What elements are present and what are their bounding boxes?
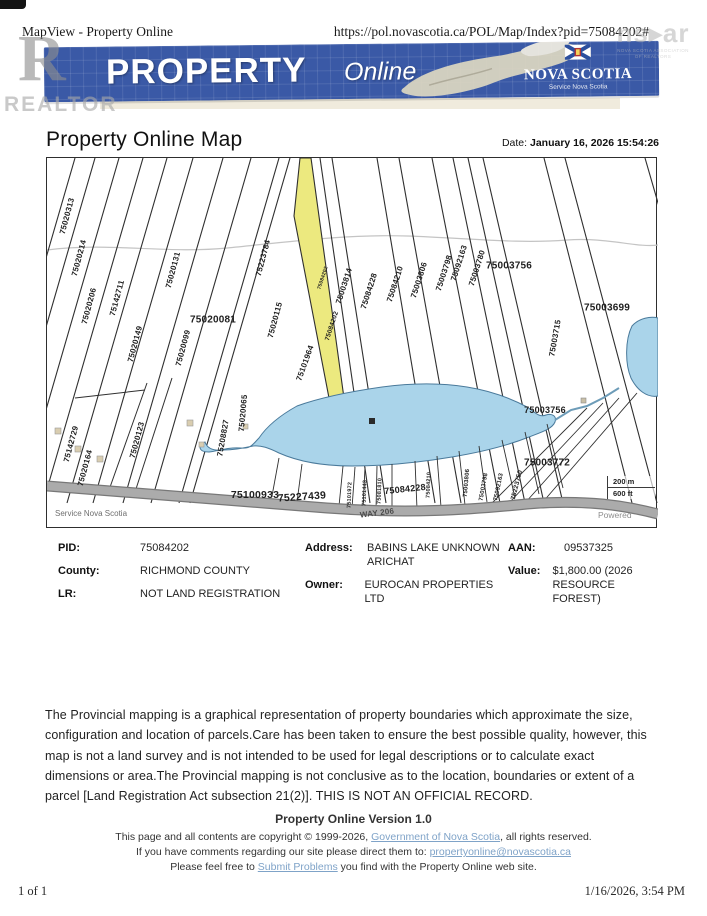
value-value: $1,800.00 (2026 RESOURCE FOREST) bbox=[552, 565, 633, 606]
parcel-label: 75003806 bbox=[462, 468, 472, 498]
parcel-label: 75092163 bbox=[448, 243, 470, 283]
owner-value: EUROCAN PROPERTIES LTD bbox=[364, 579, 494, 606]
parcel-label: 75020206 bbox=[79, 286, 99, 326]
page-number: 1 of 1 bbox=[18, 884, 48, 898]
parcel-label: 75020065 bbox=[236, 394, 250, 432]
lr-row bbox=[58, 587, 303, 601]
disclaimer-text: The Provincial mapping is a graphical representation of property boundaries which approximate the size, configuration and location of parcels.Care has been taken to ensure the best possible quality, however, this map is not a land survey and is not intended to be used for legal descriptions or to calculate exact dimensions or area.The Provincial mapping is not conclusive as to the location, boundaries or extent of a parcel [Land Registration Act subsection 21(2)]. THIS IS NOT AN OFFICIAL RECORD. bbox=[45, 708, 647, 803]
parcel-label: 75092163 bbox=[493, 472, 505, 502]
parcel-label: 75003798 bbox=[478, 472, 490, 502]
map-powered-label: Powered bbox=[598, 510, 632, 520]
address-row bbox=[305, 541, 510, 569]
parcel-label: 75003798 bbox=[433, 253, 455, 293]
parcel-label: 75003756 bbox=[524, 405, 566, 415]
parcel-label: 75101964 bbox=[294, 343, 316, 383]
owner-row bbox=[305, 578, 510, 606]
parcel-label: 75142711 bbox=[107, 279, 127, 317]
print-datetime: 1/16/2026, 3:54 PM bbox=[584, 884, 685, 898]
value-row bbox=[508, 564, 668, 606]
parcel-label: 75003814 bbox=[333, 266, 355, 306]
copyright-line: This page and all contents are copyright © 1999-2026, Government of Nova Scotia, all rights reserved. bbox=[115, 831, 592, 843]
parcel-label: 75084228 bbox=[358, 271, 380, 311]
parcel-info-column-3 bbox=[508, 541, 668, 615]
county-value: RICHMOND COUNTY bbox=[140, 565, 250, 578]
scan-artifact bbox=[0, 0, 26, 9]
parcel-label: 75100933 bbox=[230, 489, 280, 501]
parcel-label: 75223750 bbox=[509, 469, 525, 501]
parcel-label: 75020099 bbox=[173, 328, 193, 368]
page-title: Property Online Map bbox=[46, 128, 243, 151]
parcel-label: 75208827 bbox=[215, 418, 231, 458]
aan-row bbox=[508, 541, 668, 555]
lr-label: LR: bbox=[58, 588, 77, 601]
parcel-label: 75101972 bbox=[346, 481, 354, 509]
road-label: WAY 206 bbox=[359, 506, 395, 520]
parcel-label: 75223784 bbox=[253, 238, 273, 278]
realtor-word: REALTOR bbox=[4, 92, 118, 116]
scale-imperial: 600 ft bbox=[613, 489, 633, 498]
map-label-layer bbox=[47, 158, 656, 527]
lr-value: NOT LAND REGISTRATION bbox=[140, 588, 281, 601]
parcel-label: 75020214 bbox=[69, 238, 89, 278]
banner-title: PROPERTY bbox=[105, 50, 307, 92]
map-attribution: Service Nova Scotia bbox=[52, 509, 130, 518]
parcel-label: 75003806 bbox=[408, 260, 430, 300]
parcel-label: 75020164 bbox=[75, 448, 95, 488]
parcel-label: 75003699 bbox=[583, 302, 631, 314]
parcel-label: 75084202 bbox=[316, 265, 330, 291]
parcel-label: 75020115 bbox=[265, 301, 285, 339]
service-nova-scotia-label: Service Nova Scotia bbox=[548, 83, 608, 91]
parcel-label: 75020123 bbox=[127, 420, 147, 460]
page-url: https://pol.novascotia.ca/POL/Map/Index?pid=75084202# bbox=[333, 24, 649, 39]
scale-metric: 200 m bbox=[608, 476, 655, 488]
parcel-label: 75227439 bbox=[277, 489, 327, 505]
nsar-caption: NOVA SCOTIA ASSOCIATION OF REALTORS bbox=[617, 48, 689, 59]
parcel-label: 75020081 bbox=[189, 314, 237, 326]
parcel-label: 75003780 bbox=[466, 248, 488, 288]
parcel-label: 75081810 bbox=[376, 477, 384, 505]
owner-label: Owner: bbox=[305, 579, 343, 592]
problems-line: Please feel free to Submit Problems you find with the Property Online web site. bbox=[170, 861, 537, 874]
version-label: Property Online Version 1.0 bbox=[275, 812, 432, 826]
county-row bbox=[58, 564, 303, 578]
map-date: Date: January 16, 2026 15:54:26 bbox=[501, 137, 659, 149]
parcel-map bbox=[46, 157, 657, 528]
nsar-logo-text: ns▸ar bbox=[616, 18, 690, 48]
gov-ns-link[interactable]: Government of Nova Scotia bbox=[371, 831, 501, 843]
parcel-label: 75084228 bbox=[383, 481, 427, 497]
property-online-banner bbox=[44, 41, 660, 102]
parcel-label: 75020313 bbox=[57, 196, 77, 236]
nova-scotia-wordmark: NOVA SCOTIA bbox=[523, 66, 633, 84]
nsar-watermark-logo bbox=[601, 20, 705, 60]
aan-value: 09537325 bbox=[564, 542, 613, 554]
parcel-label: 75142729 bbox=[61, 424, 81, 464]
value-label: Value: bbox=[508, 565, 541, 578]
parcel-info-column-1 bbox=[58, 541, 303, 610]
pid-label: PID: bbox=[58, 542, 80, 554]
window-title: MapView - Property Online bbox=[22, 24, 174, 39]
county-label: County: bbox=[58, 565, 100, 578]
aan-label: AAN: bbox=[508, 542, 536, 554]
parcel-label: 75020149 bbox=[125, 324, 145, 364]
parcel-label: 75101443 bbox=[361, 479, 369, 507]
realtor-r-icon: R bbox=[18, 22, 66, 95]
parcel-label: 75020131 bbox=[163, 250, 183, 290]
map-scalebar bbox=[607, 476, 655, 499]
comments-line: If you have comments regarding our site please direct them to: propertyonline@novascotia.ca bbox=[136, 846, 571, 859]
parcel-label: 75003756 bbox=[485, 260, 533, 272]
email-link[interactable]: propertyonline@novascotia.ca bbox=[429, 846, 571, 859]
parcel-label: 75003715 bbox=[547, 318, 563, 358]
submit-problems-link[interactable]: Submit Problems bbox=[257, 861, 338, 874]
parcel-label: 75003772 bbox=[523, 457, 571, 469]
address-label: Address: bbox=[305, 542, 353, 554]
banner-subtitle: Online bbox=[343, 57, 417, 87]
parcel-info-column-2 bbox=[305, 541, 510, 615]
nova-scotia-flag-icon bbox=[565, 44, 591, 59]
pid-row bbox=[58, 541, 303, 555]
pid-value: 75084202 bbox=[140, 542, 189, 554]
address-value: BABINS LAKE UNKNOWN ARICHAT bbox=[367, 542, 500, 569]
parcel-label: 75084210 bbox=[384, 264, 406, 304]
site-footer bbox=[0, 812, 707, 876]
parcel-label: 75084210 bbox=[425, 471, 433, 499]
parcel-label: 75084202 bbox=[323, 310, 341, 342]
